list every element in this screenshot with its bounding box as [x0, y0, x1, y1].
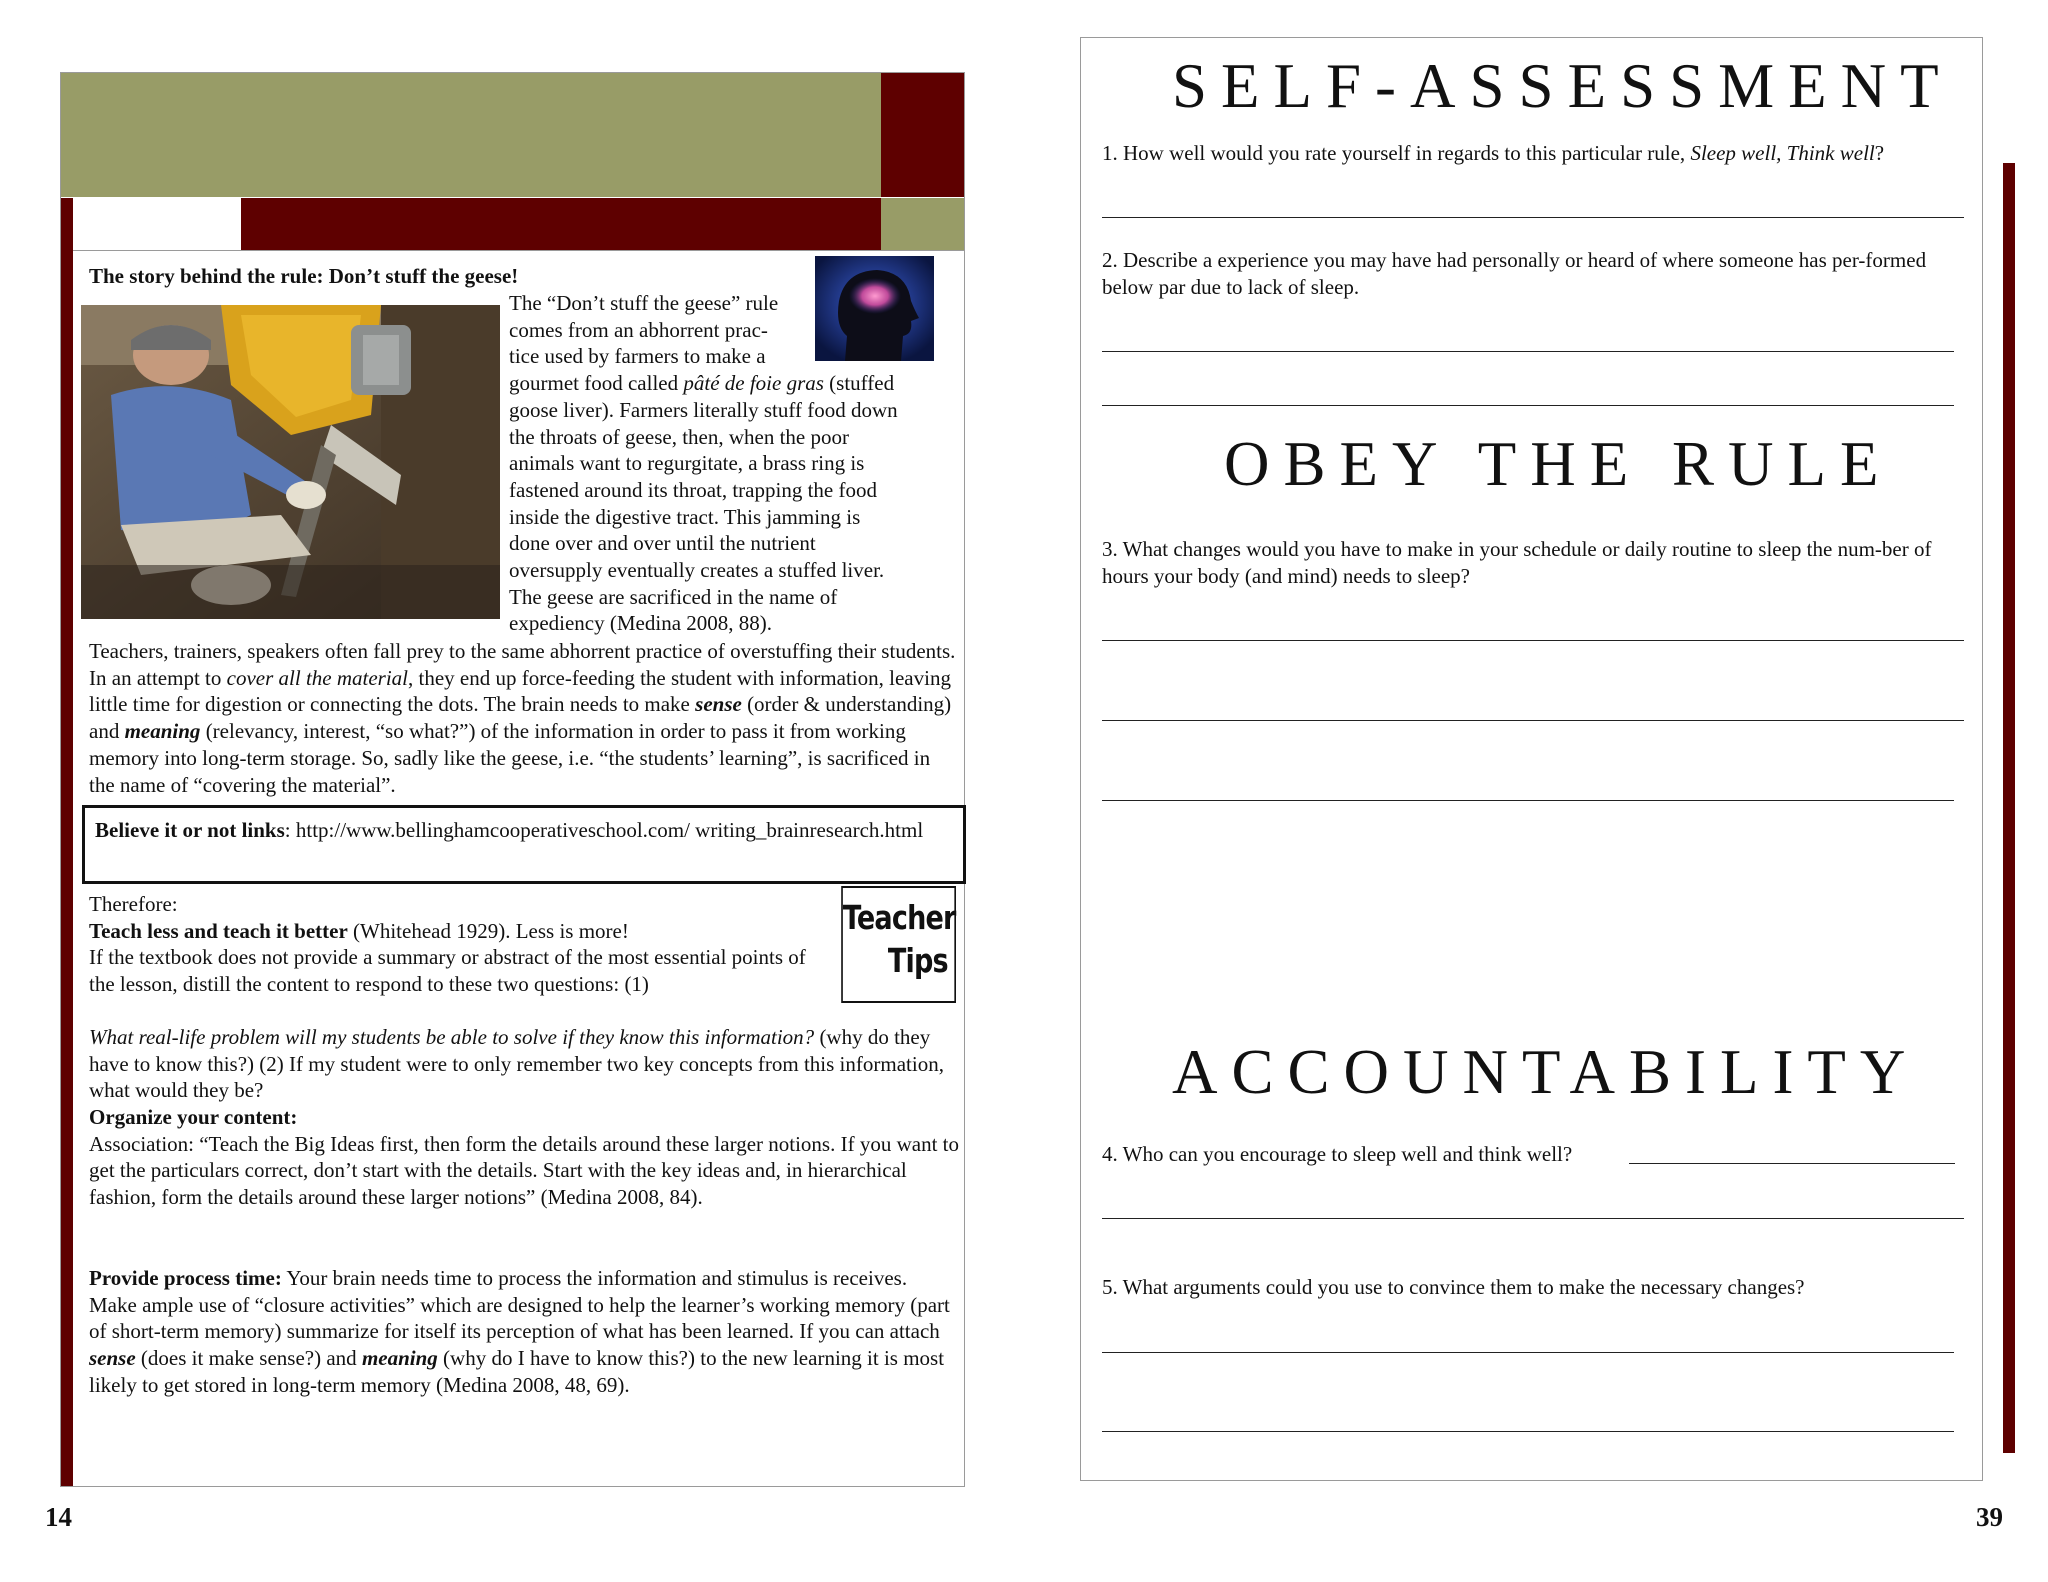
- page-number-right: 39: [1976, 1502, 2003, 1532]
- accountability-title: ACCOUNTABILITY: [1172, 1037, 1920, 1107]
- answer-line-2a[interactable]: [1102, 351, 1954, 352]
- answer-line-4-inline[interactable]: [1629, 1163, 1955, 1164]
- answer-line-3b[interactable]: [1102, 720, 1964, 721]
- question-2: 2. Describe a experience you may have had personally or heard of where someone has per-formed below par due to lack of sleep.: [1102, 248, 1927, 299]
- obey-the-rule-title: OBEY THE RULE: [1224, 429, 1893, 499]
- answer-line-2b[interactable]: [1102, 405, 1954, 406]
- header-white-strip: [73, 198, 241, 250]
- header-olive-square: [881, 198, 964, 250]
- right-maroon-bar: [2003, 163, 2015, 1453]
- links-url[interactable]: : http://www.bellinghamcooperativeschool.com/ writing_brainresearch.html: [284, 818, 924, 842]
- header-maroon-corner: [881, 73, 964, 197]
- question-1: 1. How well would you rate yourself in regards to this particular rule, Sleep well, Think well?: [1102, 141, 1885, 165]
- question-3: 3. What changes would you have to make in your schedule or daily routine to sleep the num-ber of hours your body (and mind) needs to sleep?: [1102, 537, 1932, 588]
- self-assessment-title: SELF-ASSESSMENT: [1172, 51, 1953, 121]
- answer-line-5a[interactable]: [1102, 1352, 1954, 1353]
- header-olive-band: [61, 73, 881, 197]
- page-number-left: 14: [45, 1502, 72, 1532]
- story-column-text: The “Don’t stuff the geese” rule comes from an abhorrent prac- tice used by farmers to make a gourmet food called pâté de foie gras (stuffed goose liver). Farmers literally stuff food down the throats of geese, then, when the poor animals want to regurgitate, a brass ring is fastened around its throat, trapping the food inside the digestive tract. This jamming is done over and over until the nutrient oversupply eventually creates a stuffed liver. The geese are sacrificed in the name of expediency (Medina 2008, 88).: [509, 291, 898, 636]
- question-4: 4. Who can you encourage to sleep well and think well?: [1102, 1142, 1573, 1166]
- answer-line-4b[interactable]: [1102, 1218, 1964, 1219]
- story-heading: The story behind the rule: Don’t stuff the geese!: [89, 264, 519, 288]
- header-maroon-strip: [241, 198, 881, 250]
- answer-line-5b[interactable]: [1102, 1431, 1954, 1432]
- answer-line-3c[interactable]: [1102, 800, 1954, 801]
- process-time-section: Provide process time: Your brain needs time to process the information and stimulus is receives. Make ample use of “closure activities” which are designed to help the learner’s working memory (part of short-term memory) summarize for itself its perception of what has been learned. If you can attach sense (does it make sense?) and meaning (why do I have to know this?) to the new learning it is most likely to get stored in long-term memory (Medina 2008, 48, 69).: [89, 1266, 950, 1397]
- textbook-paragraph-continued: What real-life problem will my students be able to solve if they know this information? (why do they have to know this?) (2) If my student were to only remember two key concepts from this information, what would they be?: [89, 1025, 944, 1103]
- therefore-block: Therefore: Teach less and teach it better (Whitehead 1929). Less is more!: [89, 892, 629, 943]
- story-continuation-paragraph: Teachers, trainers, speakers often fall prey to the same abhorrent practice of overstuffing their students. In an attempt to cover all the material, they end up force-feeding the student with information, leaving little time for digestion or connecting the dots. The brain needs to make sense (order & understanding) and meaning (relevancy, interest, “so what?”) of the information in order to pass it from working memory into long-term storage. So, sadly like the geese, i.e. “the students’ learning”, is sacrificed in the name of “covering the material”.: [89, 639, 956, 797]
- left-maroon-bar: [61, 198, 73, 1486]
- links-box: [82, 805, 966, 884]
- answer-line-1[interactable]: [1102, 217, 1964, 218]
- farmer-photo: [81, 305, 500, 619]
- organize-section: Organize your content: Association: “Teach the Big Ideas first, then form the details around these larger notions. If you want to get the particulars correct, don’t start with the details. Start with the key ideas and, in hierarchical fashion, form the details around these larger notions” (Medina 2008, 84).: [89, 1105, 959, 1210]
- answer-line-3a[interactable]: [1102, 640, 1964, 641]
- question-5: 5. What arguments could you use to convince them to make the necessary changes?: [1102, 1275, 1805, 1299]
- teacher-tips-box: Teacher Tips: [841, 886, 956, 1003]
- links-label: Believe it or not links: [95, 818, 285, 842]
- textbook-paragraph: If the textbook does not provide a summary or abstract of the most essential points of the lesson, distill the content to respond to these two questions: (1): [89, 945, 806, 996]
- header-divider: [73, 250, 964, 251]
